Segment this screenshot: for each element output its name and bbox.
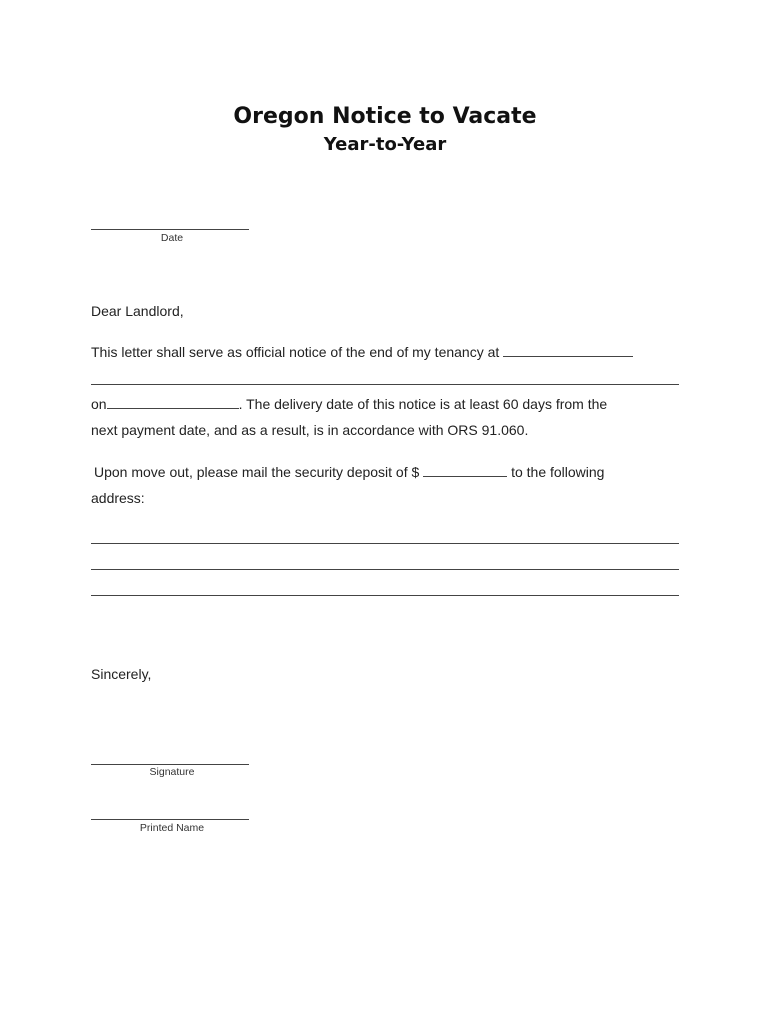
- notice-line-4: next payment date, and as a result, is in accordance with ORS 91.060.: [91, 422, 529, 438]
- deposit-line-1: [94, 459, 684, 485]
- forwarding-address-line-1[interactable]: [91, 543, 679, 544]
- notice-line-3: [91, 391, 681, 417]
- deposit-text-1: Upon move out, please mail the security deposit of $: [94, 464, 420, 480]
- document-title: Oregon Notice to Vacate: [233, 104, 537, 129]
- notice-text-1: This letter shall serve as official notice of the end of my tenancy at: [91, 344, 500, 360]
- salutation: Dear Landlord,: [91, 303, 184, 319]
- notice-line-1: [91, 339, 681, 365]
- deposit-text-2: to the following: [511, 464, 605, 480]
- forwarding-address-line-2[interactable]: [91, 569, 679, 570]
- tenancy-address-blank[interactable]: [503, 344, 633, 357]
- closing: Sincerely,: [91, 666, 152, 682]
- move-out-date-blank[interactable]: [107, 396, 239, 409]
- printed-name-label: Printed Name: [139, 822, 205, 834]
- document-subtitle: Year-to-Year: [323, 134, 447, 155]
- notice-on: on: [91, 396, 107, 412]
- notice-text-2: . The delivery date of this notice is at least 60 days from the: [238, 396, 608, 412]
- date-label: Date: [160, 232, 184, 244]
- date-line[interactable]: [91, 229, 249, 230]
- tenancy-address-line[interactable]: [91, 384, 679, 385]
- forwarding-address-line-3[interactable]: [91, 595, 679, 596]
- signature-line[interactable]: [91, 764, 249, 765]
- deposit-line-2: address:: [91, 490, 145, 506]
- printed-name-line[interactable]: [91, 819, 249, 820]
- deposit-amount-blank[interactable]: [423, 464, 507, 477]
- signature-label: Signature: [149, 766, 195, 778]
